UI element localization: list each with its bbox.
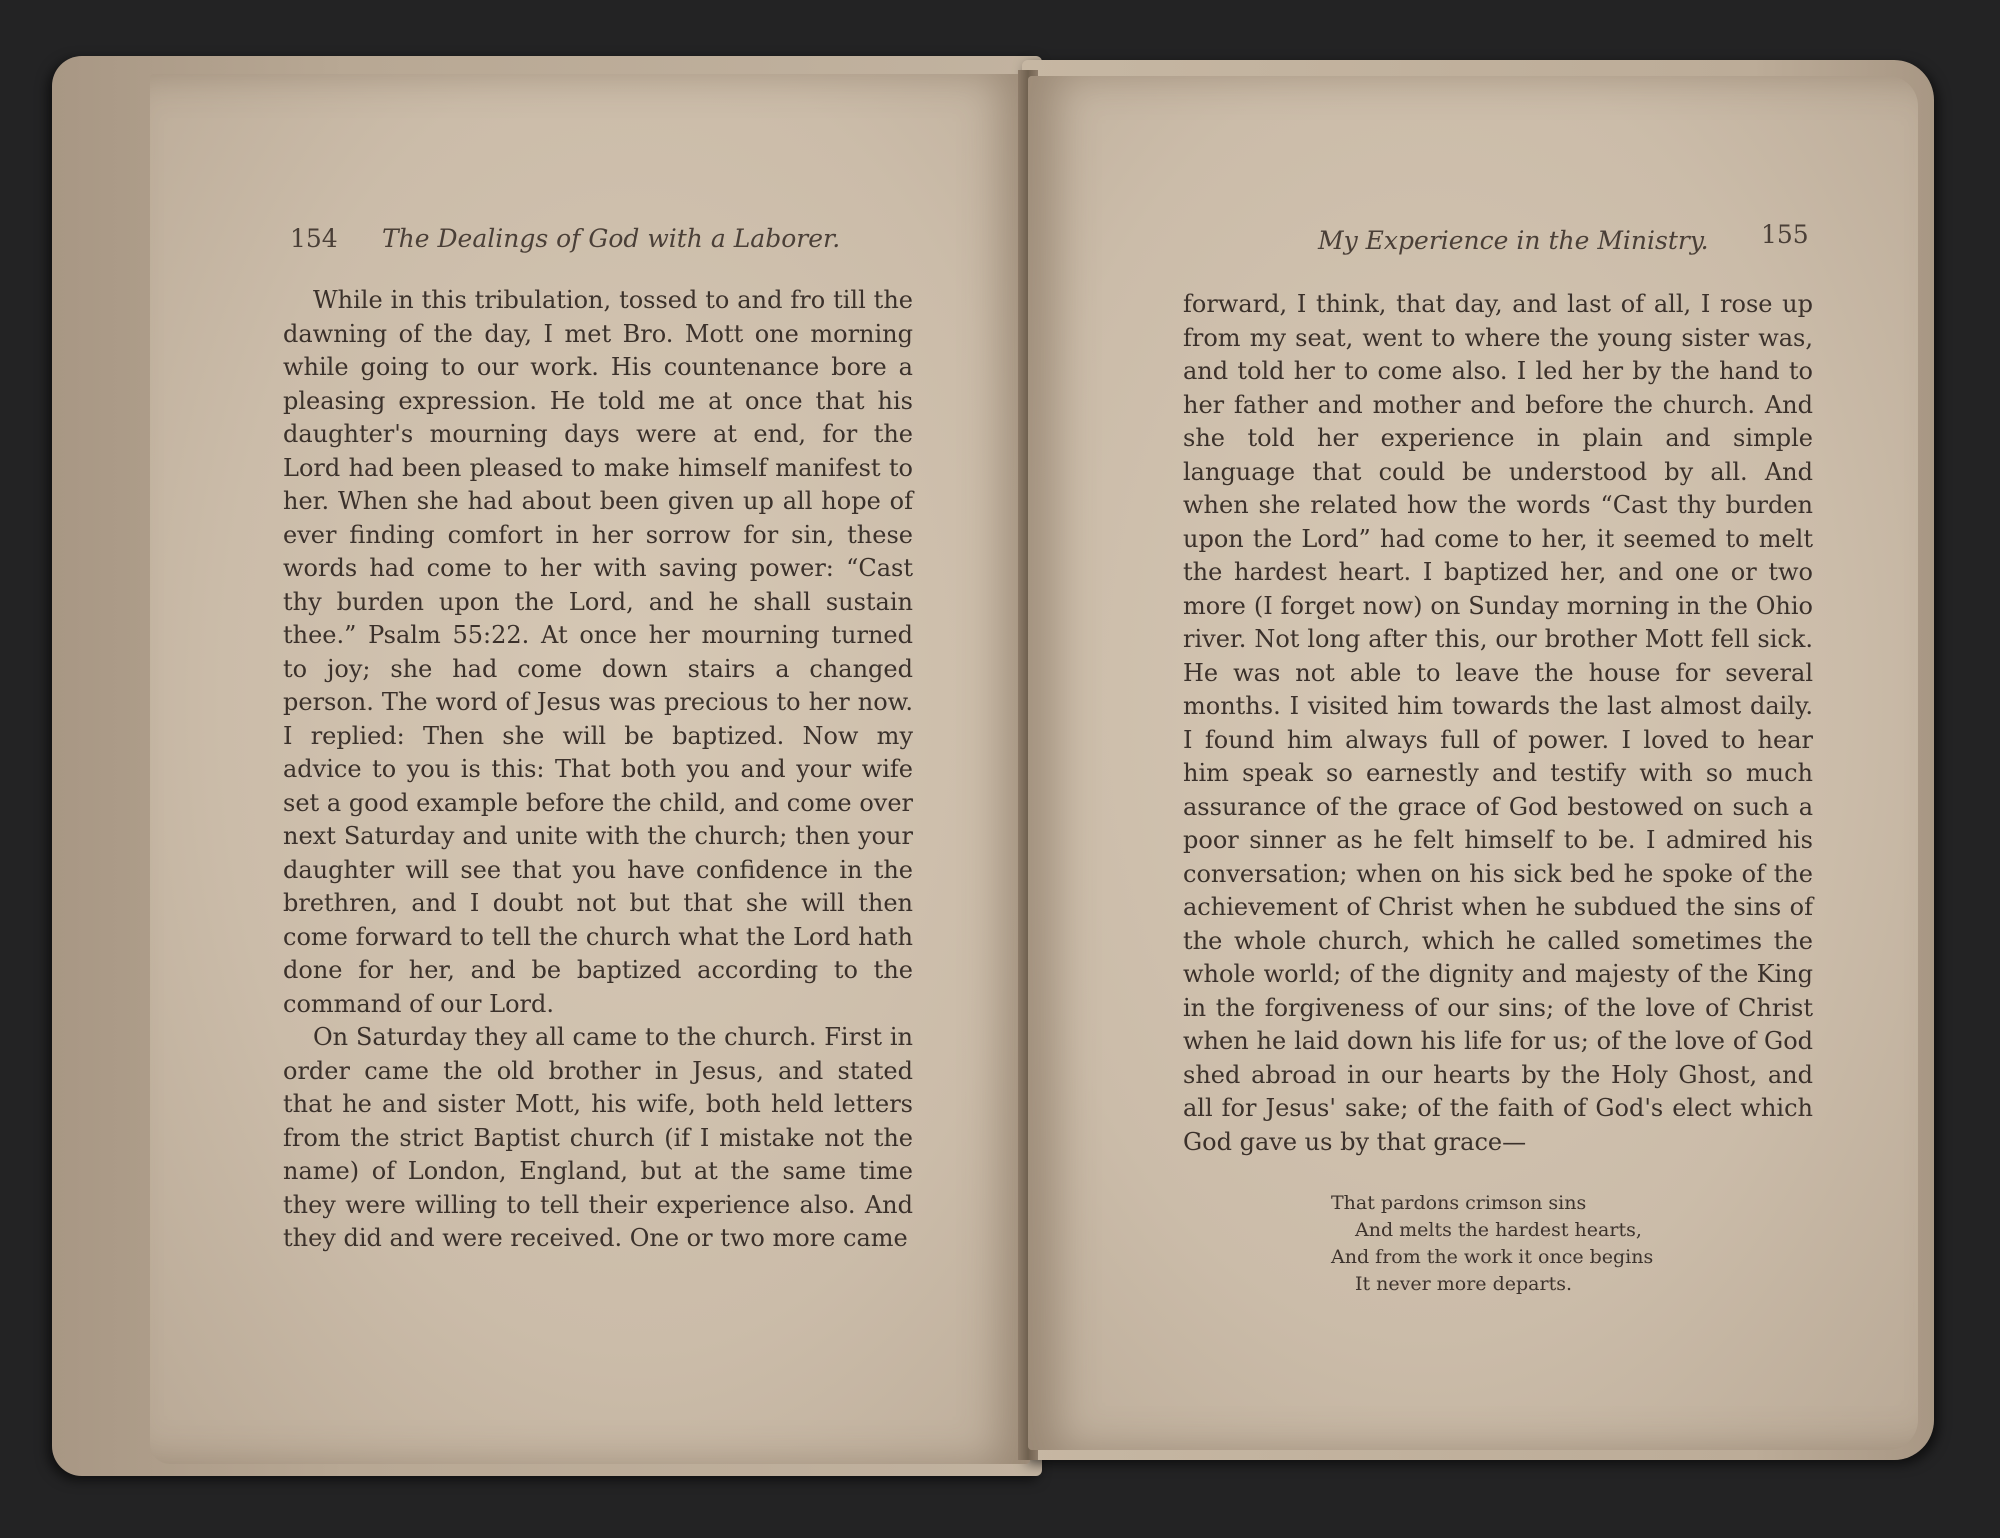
left-page	[150, 74, 1030, 1464]
right-page	[1028, 76, 1918, 1450]
verse-line: And melts the hardest hearts,	[1355, 1219, 1642, 1241]
left-page-number: 154	[290, 224, 338, 253]
right-page-text	[1183, 288, 1813, 1159]
verse-line: That pardons crimson sins	[1331, 1192, 1587, 1214]
right-page-number: 155	[1761, 220, 1809, 249]
left-page-text	[283, 284, 913, 1256]
left-paragraph: On Saturday they all came to the church. First in order came the old brother in Jesus, and stated that he and sister Mott, his wife, both held letters from the strict Baptist church (if I mistake not the name) of London, England, but at the same time they were willing to tell their experience also. And they did and were received. One or two more came	[283, 1023, 913, 1252]
verse-stanza	[1331, 1190, 1653, 1298]
left-running-title: The Dealings of God with a Laborer.	[382, 224, 841, 253]
verse-line: And from the work it once begins	[1331, 1246, 1654, 1268]
left-paragraph: While in this tribulation, tossed to and fro till the dawning of the day, I met Bro. Mott one morning while going to our work. His countenance bore a pleasing expression. He told me at once that his daughter's mourning days were at end, for the Lord had been pleased to make himself manifest to her. When she had about been given up all hope of ever finding comfort in her sorrow for sin, these words had come to her with saving power: “Cast thy burden upon the Lord, and he shall sustain thee.” Psalm 55:22. At once her mourning turned to joy; she had come down stairs a changed person. The word of Jesus was precious to her now. I replied: Then she will be baptized. Now my advice to you is this: That both you and your wife set a good example before the child, and come over next Saturday and unite with the church; then your daughter will see that you have confidence in the brethren, and I doubt not but that she will then come forward to tell the church what the Lord hath done for her, and be baptized according to the command of our Lord.	[283, 286, 913, 1018]
right-running-title: My Experience in the Ministry.	[1318, 226, 1709, 255]
right-paragraph: forward, I think, that day, and last of all, I rose up from my seat, went to where the young sister was, and told her to come also. I led her by the hand to her father and mother and before the church. And she told her experience in plain and simple language that could be understood by all. And when she related how the words “Cast thy burden upon the Lord” had come to her, it seemed to melt the hardest heart. I baptized her, and one or two more (I forget now) on Sunday morning in the Ohio river. Not long after this, our brother Mott fell sick. He was not able to leave the house for several months. I visited him towards the last almost daily. I found him always full of power. I loved to hear him speak so earnestly and testify with so much assurance of the grace of God bestowed on such a poor sinner as he felt himself to be. I admired his conversation; when on his sick bed he spoke of the achievement of Christ when he subdued the sins of the whole church, which he called sometimes the whole world; of the dignity and majesty of the King in the forgiveness of our sins; of the love of Christ when he laid down his life for us; of the love of God shed abroad in our hearts by the Holy Ghost, and all for Jesus' sake; of the faith of God's elect which God gave us by that grace—	[1183, 290, 1813, 1156]
verse-line: It never more departs.	[1355, 1273, 1572, 1295]
